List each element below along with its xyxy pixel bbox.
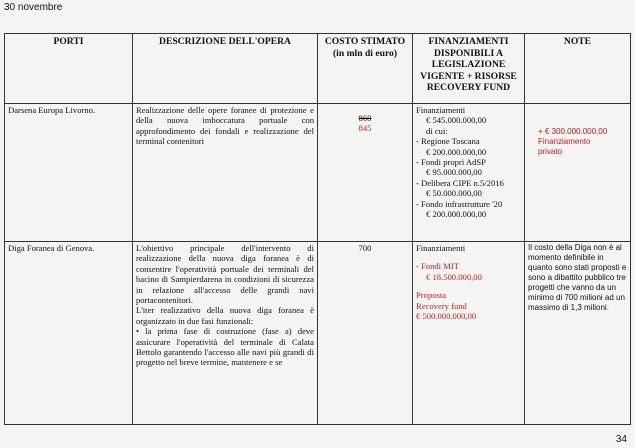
- fin-line: - Delibera CIPE n.5/2016: [416, 177, 504, 188]
- costo-new-value: 845: [358, 123, 372, 134]
- fin-line: - Fondi MIT: [416, 261, 459, 272]
- fin-line: - Regione Toscana: [416, 136, 480, 147]
- page-header-date: 30 novembre: [4, 2, 63, 13]
- costo-cell: 700: [318, 242, 413, 425]
- fin-line: Recovery fund: [416, 300, 467, 311]
- costo-old-value: 860: [358, 113, 372, 123]
- note-cell: [525, 104, 631, 242]
- note-cell: Il costo della Diga non è al momento definibile in quanto sono stati proposti e sono a dibattito pubblico tre progetti che vanno da un minimo di 700 milioni ad un massimo di 1,3 milioni.: [525, 242, 631, 425]
- fin-line: Finanziamenti: [416, 105, 466, 115]
- finanziamenti-cell: [413, 104, 525, 242]
- descrizione-paragraph: L'obiettivo principale dell'intervento di realizzazione della nuova diga foranea è di consentire l'operatività portuale dei terminali del bacino di Sampierdarena in condizioni di sicurezza in relazione all'accesso delle grandi navi portacontenitori.: [136, 243, 314, 306]
- fin-line: € 50.000.000,00: [426, 188, 482, 199]
- costo-cell: [318, 104, 413, 242]
- descrizione-cell: Realizzazione delle opere foranee di protezione e della nuova imboccatura portuale con approfondimento dei fondali e realizzazione del terminal contenitori: [133, 104, 318, 242]
- column-header-costo: COSTO STIMATO (in mln di euro): [318, 34, 413, 104]
- porto-cell: Darsena Europa Livorno.: [5, 104, 133, 242]
- fin-line: di cui:: [426, 125, 448, 136]
- column-header-descrizione: DESCRIZIONE DELL'OPERA: [133, 34, 318, 104]
- fin-line: € 95.000.000,00: [426, 167, 482, 178]
- fin-line: - Fondi propri AdSP: [416, 157, 486, 168]
- fin-line: Proposta: [416, 290, 447, 301]
- finanziamenti-cell: [413, 242, 525, 425]
- descrizione-cell: [133, 242, 318, 425]
- fin-line: - Fondo infrastrutture '20: [416, 198, 503, 209]
- page-number: 34: [615, 434, 627, 445]
- fin-line: € 200.000.000,00: [426, 209, 487, 220]
- column-header-finanziamenti: FINANZIAMENTI DISPONIBILI A LEGISLAZIONE VIGENTE + RISORSE RECOVERY FUND: [413, 34, 525, 104]
- descrizione-paragraph: L'iter realizzativo della nuova diga foranea è organizzato in due fasi funzionali:: [136, 305, 314, 326]
- fin-line: € 18.500.000,00: [426, 271, 482, 282]
- note-line: Finanziamento: [538, 137, 591, 146]
- descrizione-paragraph: • la prima fase di costruzione (fase a) deve assicurare l'operatività del terminale di Calata Bettolo garantendo l'accesso alle navi più grandi di progetto nel breve termine, mantenere e se: [136, 326, 314, 368]
- fin-line: € 545.000.000,00: [426, 115, 487, 126]
- note-line: + € 300.000.000,00: [538, 127, 608, 136]
- column-header-note: NOTE: [525, 34, 631, 104]
- fin-line: € 200.000.000,00: [426, 146, 487, 157]
- table-header-row: [5, 34, 631, 104]
- porto-cell: Diga Foranea di Genova.: [5, 242, 133, 425]
- table-row: [5, 104, 631, 242]
- fin-line: € 500.000.000,00: [416, 311, 477, 322]
- note-line: privato: [538, 147, 563, 156]
- fin-line: Finanziamenti: [416, 243, 466, 253]
- column-header-porti: PORTI: [5, 34, 133, 104]
- table-row: [5, 242, 631, 425]
- ports-table: [4, 33, 631, 425]
